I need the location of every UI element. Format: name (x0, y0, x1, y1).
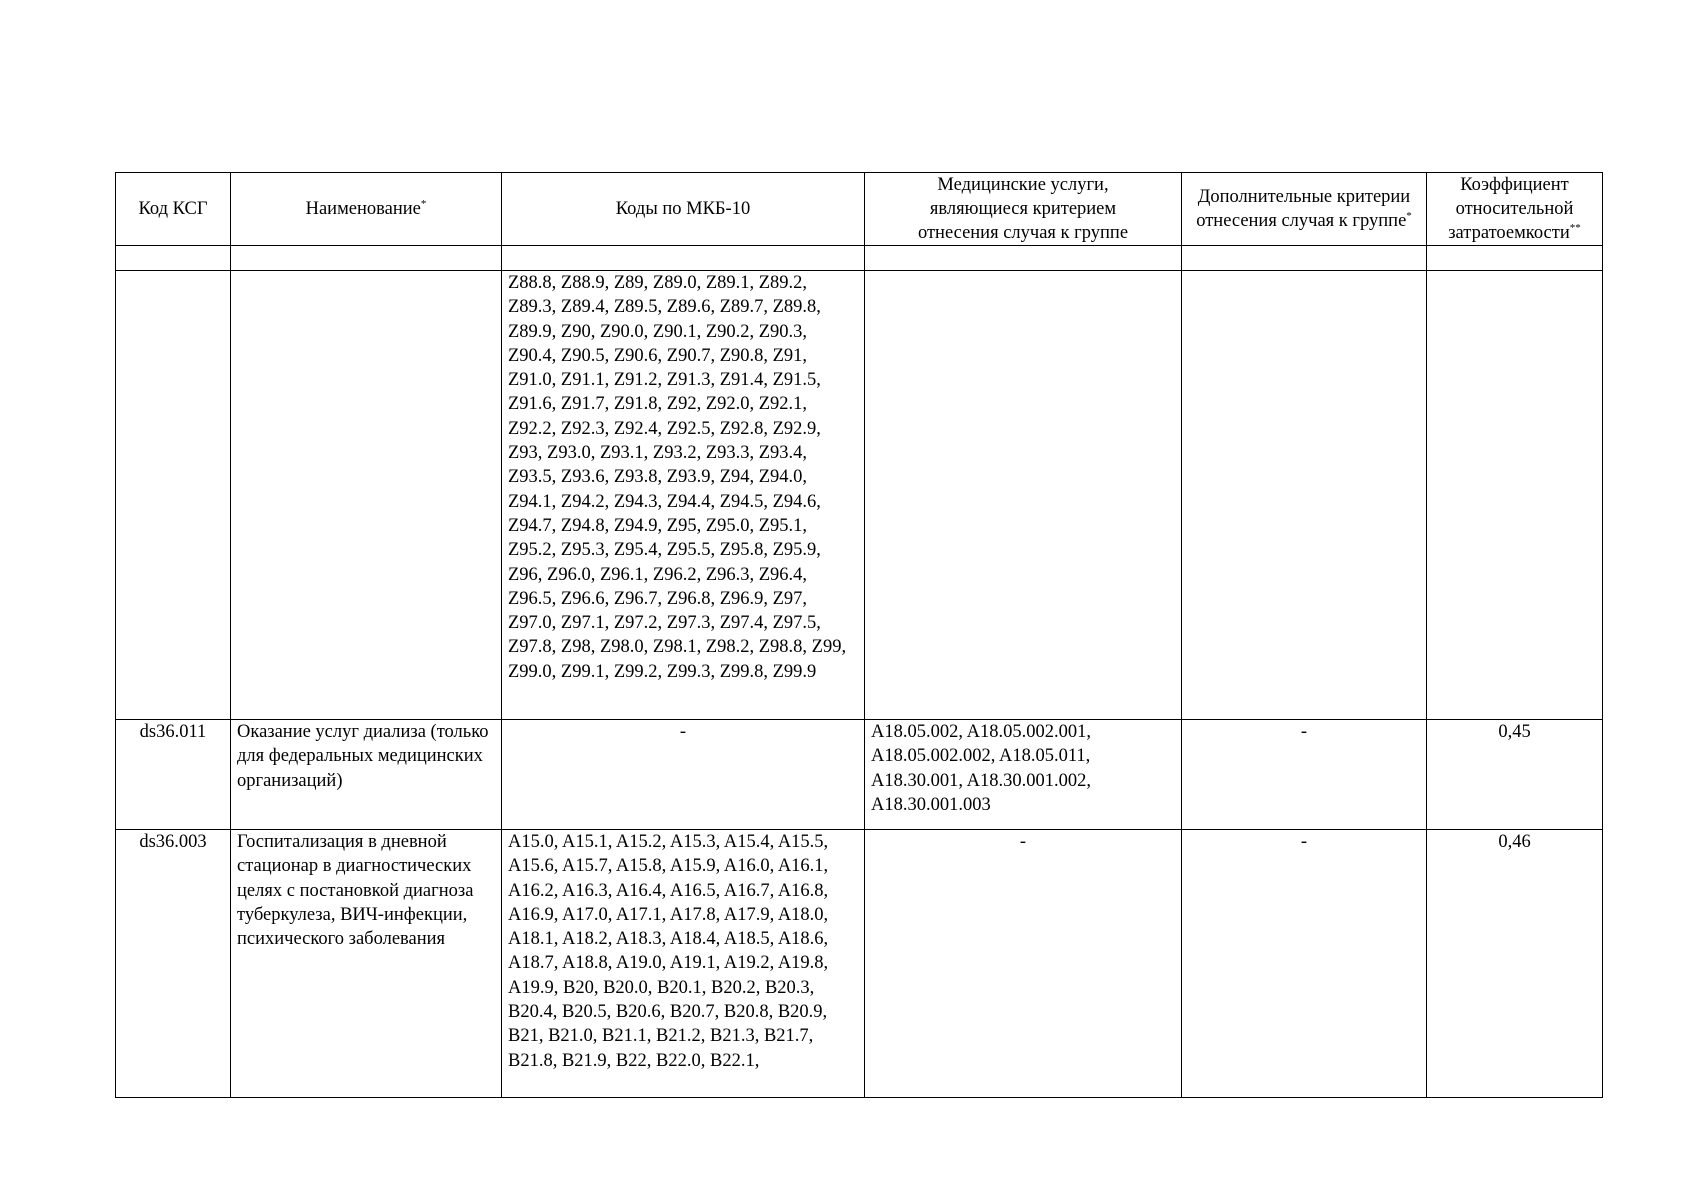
cell-extra-criteria: - (1182, 830, 1427, 1098)
footnote-mark: ** (1569, 221, 1581, 234)
footnote-mark: * (1406, 209, 1412, 222)
cell-coefficient: 0,46 (1427, 830, 1603, 1098)
cell-mkb-codes: - (502, 720, 865, 830)
cell-mkb-codes: A15.0, A15.1, A15.2, A15.3, A15.4, A15.5, A15.6, A15.7, A15.8, A15.9, A16.0, A16.1, A16.2, A16.3, A16.4, A16.5, A16.7, A16.8, A16.9, A17.0, A17.1, A17.8, A17.9, A18.0, A18.1, A18.2, A18.3, A18.4, A18.5, A18.6, A18.7, A18.8, A19.0, A19.1, A19.2, A19.8, A19.9, B20, B20.0, B20.1, B20.2, B20.3, B20.4, B20.5, B20.6, B20.7, B20.8, B20.9, B21, B21.0, B21.1, B21.2, B21.3, B21.7, B21.8, B21.9, B22, B22.0, B22.1, (502, 830, 865, 1098)
table-row (116, 720, 1603, 830)
header-coef: Коэффициент относительной затратоемкости** (1427, 173, 1603, 246)
cell-coefficient (1427, 271, 1603, 720)
header-row (116, 173, 1603, 246)
cell-code (116, 271, 231, 720)
table-row (116, 271, 1603, 720)
table-row (116, 830, 1603, 1098)
cell-code: ds36.003 (116, 830, 231, 1098)
cell-code: ds36.011 (116, 720, 231, 830)
cell-services: A18.05.002, A18.05.002.001, A18.05.002.002, A18.05.011, A18.30.001, A18.30.001.002, A18.30.001.003 (865, 720, 1182, 830)
header-name: Наименование* (231, 173, 502, 246)
cell-services: - (865, 830, 1182, 1098)
cell-name (231, 271, 502, 720)
cell-extra-criteria (1182, 271, 1427, 720)
header-extra: Дополнительные критерии отнесения случая к группе* (1182, 173, 1427, 246)
header-mkb: Коды по МКБ-10 (502, 173, 865, 246)
cell-name: Оказание услуг диализа (только для федеральных медицинских организаций) (231, 720, 502, 830)
header-services: Медицинские услуги, являющиеся критерием отнесения случая к группе (865, 173, 1182, 246)
cell-services (865, 271, 1182, 720)
footnote-mark: * (420, 197, 427, 210)
spacer-row (116, 246, 1603, 271)
cell-coefficient: 0,45 (1427, 720, 1603, 830)
ksg-table (115, 172, 1603, 1098)
header-code: Код КСГ (116, 173, 231, 246)
cell-mkb-codes: Z88.8, Z88.9, Z89, Z89.0, Z89.1, Z89.2, Z89.3, Z89.4, Z89.5, Z89.6, Z89.7, Z89.8, Z89.9, Z90, Z90.0, Z90.1, Z90.2, Z90.3, Z90.4, Z90.5, Z90.6, Z90.7, Z90.8, Z91, Z91.0, Z91.1, Z91.2, Z91.3, Z91.4, Z91.5, Z91.6, Z91.7, Z91.8, Z92, Z92.0, Z92.1, Z92.2, Z92.3, Z92.4, Z92.5, Z92.8, Z92.9, Z93, Z93.0, Z93.1, Z93.2, Z93.3, Z93.4, Z93.5, Z93.6, Z93.8, Z93.9, Z94, Z94.0, Z94.1, Z94.2, Z94.3, Z94.4, Z94.5, Z94.6, Z94.7, Z94.8, Z94.9, Z95, Z95.0, Z95.1, Z95.2, Z95.3, Z95.4, Z95.5, Z95.8, Z95.9, Z96, Z96.0, Z96.1, Z96.2, Z96.3, Z96.4, Z96.5, Z96.6, Z96.7, Z96.8, Z96.9, Z97, Z97.0, Z97.1, Z97.2, Z97.3, Z97.4, Z97.5, Z97.8, Z98, Z98.0, Z98.1, Z98.2, Z98.8, Z99, Z99.0, Z99.1, Z99.2, Z99.3, Z99.8, Z99.9 (502, 271, 865, 720)
cell-name: Госпитализация в дневной стационар в диагностических целях с постановкой диагноза туберкулеза, ВИЧ-инфекции, психического заболевания (231, 830, 502, 1098)
cell-extra-criteria: - (1182, 720, 1427, 830)
